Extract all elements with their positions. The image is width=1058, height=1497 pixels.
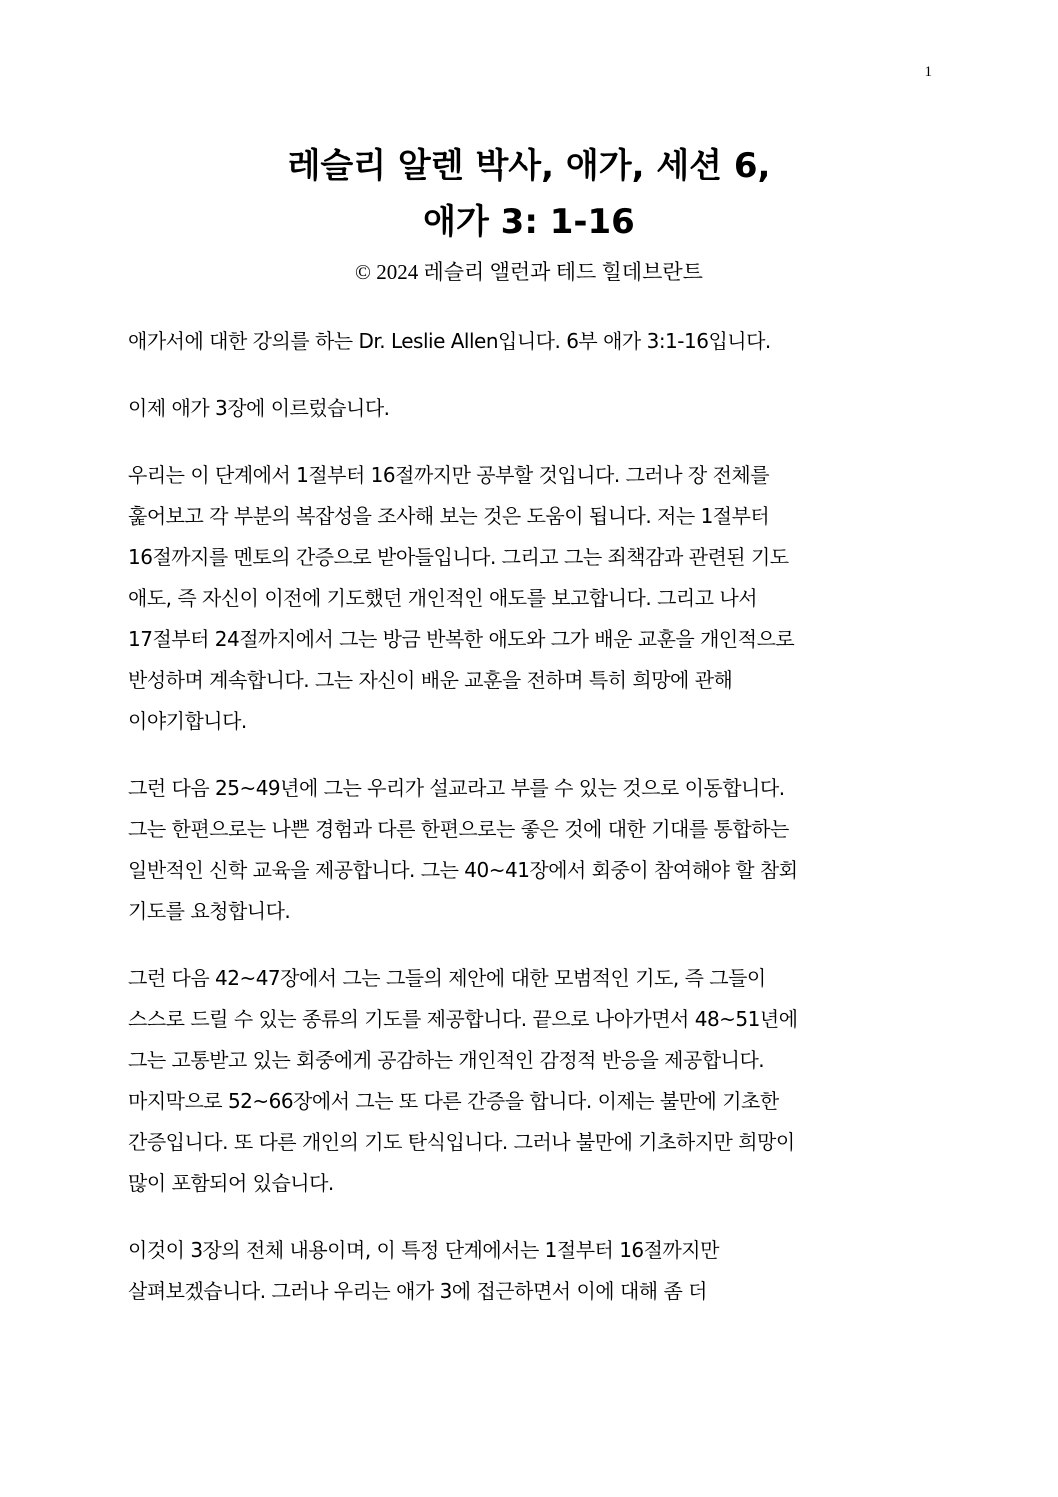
text-line: 애가서에 대한 강의를 하는 Dr. Leslie Allen입니다. 6부 애가 3:1-16입니다. [128,329,771,353]
text-line: 반성하며 계속합니다. 그는 자신이 배운 교훈을 전하며 특히 희망에 관해 [128,668,733,692]
text-line: 기도를 요청합니다. [128,899,291,923]
text-line: 이것이 3장의 전체 내용이며, 이 특정 단계에서는 1절부터 16절까지만 [128,1238,719,1262]
text-line: 간증입니다. 또 다른 개인의 기도 탄식입니다. 그러나 불만에 기초하지만 희망이 [128,1130,795,1154]
document-body [128,321,938,1338]
text-line: 이제 애가 3장에 이르렀습니다. [128,396,390,420]
text-line: 우리는 이 단계에서 1절부터 16절까지만 공부할 것입니다. 그러나 장 전체를 [128,463,770,487]
text-line: 마지막으로 52~66장에서 그는 또 다른 간증을 합니다. 이제는 불만에 기초한 [128,1089,779,1113]
text-line: 그런 다음 42~47장에서 그는 그들의 제안에 대한 모범적인 기도, 즉 그들이 [128,966,766,990]
text-line: 일반적인 신학 교육을 제공합니다. 그는 40~41장에서 회중이 참여해야 할 참회 [128,858,798,882]
paragraph-intro [128,321,938,362]
page-number: 1 [924,64,932,80]
text-line: 스스로 드릴 수 있는 종류의 기도를 제공합니다. 끝으로 나아가면서 48~51년에 [128,1007,798,1031]
paragraph-prayer [128,958,938,1204]
paragraph-summary [128,1230,938,1312]
title-line-1: 레슬리 알렌 박사, 애가, 세션 6, [287,146,771,186]
paragraph-sermon [128,768,938,932]
text-line: 애도, 즉 자신이 이전에 기도했던 개인적인 애도를 보고합니다. 그리고 나서 [128,586,758,610]
copyright-notice: © 2024 레슬리 앨런과 테드 힐데브란트 [355,260,703,284]
document-title [0,138,1058,250]
paragraph-overview [128,455,938,742]
paragraph-chapter [128,388,938,429]
text-line: 그런 다음 25~49년에 그는 우리가 설교라고 부를 수 있는 것으로 이동합니다. [128,776,785,800]
text-line: 그는 한편으로는 나쁜 경험과 다른 한편으로는 좋은 것에 대한 기대를 통합하는 [128,817,789,841]
text-line: 살펴보겠습니다. 그러나 우리는 애가 3에 접근하면서 이에 대해 좀 더 [128,1279,707,1303]
title-line-2: 애가 3: 1-16 [423,202,635,242]
text-line: 많이 포함되어 있습니다. [128,1171,334,1195]
text-line: 17절부터 24절까지에서 그는 방금 반복한 애도와 그가 배운 교훈을 개인적으로 [128,627,795,651]
text-line: 훑어보고 각 부분의 복잡성을 조사해 보는 것은 도움이 됩니다. 저는 1절부터 [128,504,770,528]
text-line: 이야기합니다. [128,709,247,733]
text-line: 16절까지를 멘토의 간증으로 받아들입니다. 그리고 그는 죄책감과 관련된 기도 [128,545,789,569]
text-line: 그는 고통받고 있는 회중에게 공감하는 개인적인 감정적 반응을 제공합니다. [128,1048,765,1072]
